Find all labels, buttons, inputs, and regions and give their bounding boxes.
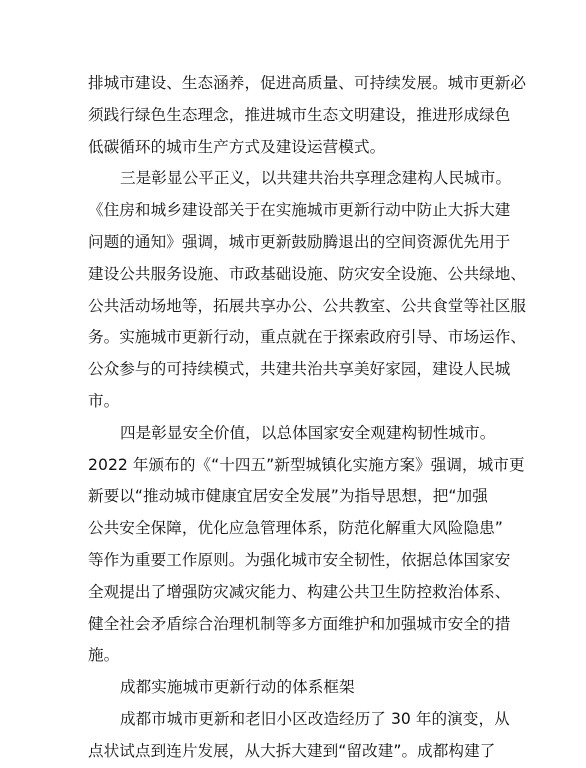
text-line-8: 公共活动场地等，拓展共享办公、公共教室、公共食堂等社区服 xyxy=(88,296,527,315)
text-line-22: 点状试点到连片发展，从大拆大建到“留改建”。成都构建了 xyxy=(88,741,496,760)
text-line-3: 低碳循环的城市生产方式及建设运营模式。 xyxy=(88,137,386,156)
text-line-5: 《住房和城乡建设部关于在实施城市更新行动中防止大拆大建 xyxy=(88,201,511,220)
text-line-19: 施。 xyxy=(88,646,120,665)
text-line-6: 问题的通知》强调，城市更新鼓励腾退出的空间资源优先用于 xyxy=(88,232,511,251)
article-body xyxy=(88,68,527,768)
text-line-13: 2022 年颁布的《“十四五”新型城镇化实施方案》强调，城市更 xyxy=(88,455,525,474)
text-line-2: 须践行绿色生态理念，推进城市生态文明建设，推进形成绿色 xyxy=(88,105,511,124)
text-line-15: 公共安全保障，优化应急管理体系，防范化解重大风险隐患” xyxy=(88,519,503,538)
text-line-10: 公众参与的可持续模式，共建共治共享美好家园，建设人民城 xyxy=(88,360,511,379)
text-line-9: 务。实施城市更新行动，重点就在于探索政府引导、市场运作、 xyxy=(88,328,527,347)
text-line-16: 等作为重要工作原则。为强化城市安全韧性，依据总体国家安 xyxy=(88,550,511,569)
section-heading: 成都实施城市更新行动的体系框架 xyxy=(120,678,355,697)
text-line-7: 建设公共服务设施、市政基础设施、防灾安全设施、公共绿地、 xyxy=(88,264,527,283)
text-line-1: 排城市建设、生态涵养，促进高质量、可持续发展。城市更新必 xyxy=(88,74,527,92)
text-line-14: 新要以“推动城市健康宜居安全发展”为指导思想，把“加强 xyxy=(88,487,488,506)
text-line-17: 全观提出了增强防灾减灾能力、构建公共卫生防控救治体系、 xyxy=(88,582,511,601)
paragraph-4-lead: 四是彰显安全价值，以总体国家安全观建构韧性城市。 xyxy=(120,423,496,442)
paragraph-5-lead: 成都市城市更新和老旧小区改造经历了 30 年的演变，从 xyxy=(120,709,510,728)
text-line-11: 市。 xyxy=(88,391,120,410)
text-line-18: 健全社会矛盾综合治理机制等多方面维护和加强城市安全的措 xyxy=(88,614,511,633)
paragraph-3-lead: 三是彰显公平正义，以共建共治共享理念建构人民城市。 xyxy=(120,169,512,188)
